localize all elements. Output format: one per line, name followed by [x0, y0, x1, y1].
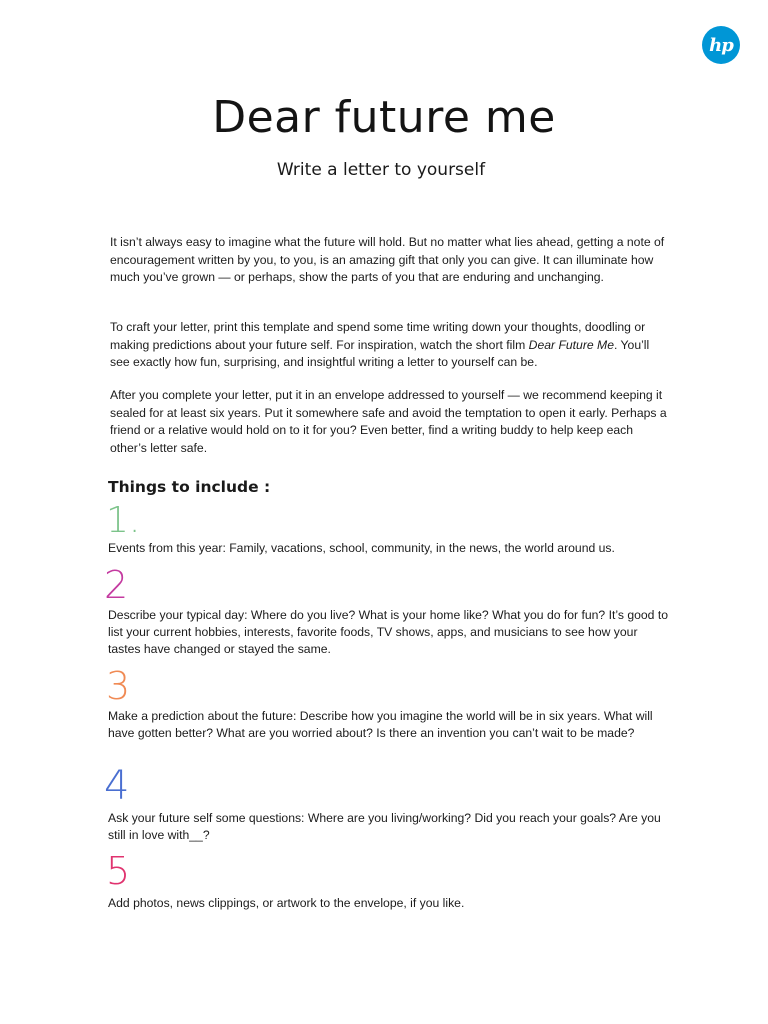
item-number-5: 5 — [106, 849, 131, 893]
item-text-2: Describe your typical day: Where do you live? What is your home like? What you do for fun? It’s good to list your current hobbies, interests, favorite foods, TV shows, apps, and musicians to see how your tastes have changed or stayed the same. — [108, 608, 668, 656]
intro-paragraph-1: It isn’t always easy to imagine what the future will hold. But no matter what lies ahead, getting a note of encouragement written by you, to you, is an amazing gift that only you can give. It can illuminate how much you’ve grown — or perhaps, show the parts of you that are enduring and unchanging. — [110, 235, 665, 284]
item-number-2: 2 — [104, 563, 129, 607]
things-to-include-heading: Things to include : — [108, 478, 271, 496]
film-title: Dear Future Me — [528, 337, 614, 352]
intro-p2-text: To craft your letter, print this template and spend some time writing down your thoughts, doodling or making predictions about your future self. For inspiration, watch the short film — [110, 320, 646, 352]
hp-logo — [702, 26, 740, 64]
page-subtitle: Write a letter to yourself — [276, 160, 486, 180]
item-text-5: Add photos, news clippings, or artwork to the envelope, if you like. — [108, 896, 465, 910]
page-title: Dear future me — [212, 92, 556, 143]
item-text-3: Make a prediction about the future: Describe how you imagine the world will be in six years. What will have gotten better? What are you worried about? Is there an invention you can’t wait to be made? — [108, 709, 653, 740]
item-number-4: 4 — [104, 763, 130, 809]
item-text-4: Ask your future self some questions: Where are you living/working? Did you reach your goals? Are you still in love with__? — [108, 811, 661, 842]
item-text-1: Events from this year: Family, vacations, school, community, in the news, the world around us. — [108, 541, 615, 555]
intro-paragraph-3: After you complete your letter, put it in an envelope addressed to yourself — we recommend keeping it sealed for at least six years. Put it somewhere safe and avoid the temptation to open it early. Perhaps a friend or a relative would hold on to it for you? Even better, find a writing buddy to help keep each other’s letter safe. — [110, 388, 667, 455]
intro-paragraph-2 — [110, 319, 670, 372]
item-number-1: 1. — [106, 500, 141, 541]
item-number-3: 3 — [106, 664, 131, 708]
intro-p2-end: . You’ll see exactly how fun, surprising, and insightful writing a letter to yourself can be. — [110, 337, 650, 369]
hp-logo-text: hp — [709, 34, 733, 56]
